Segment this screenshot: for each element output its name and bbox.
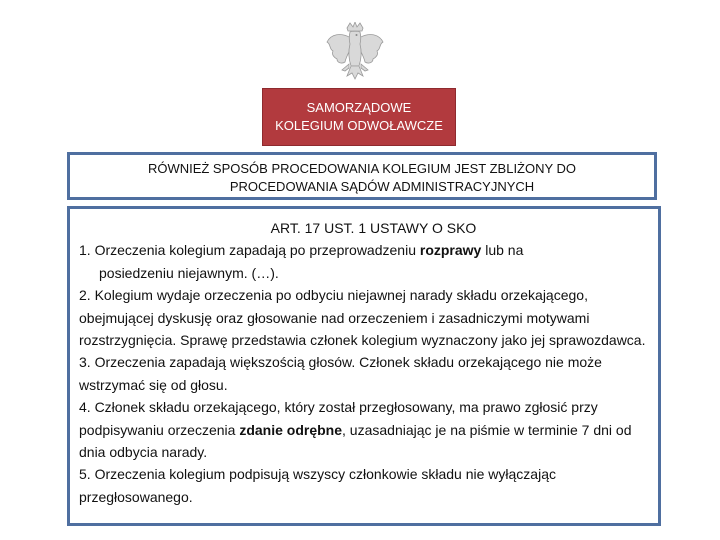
paragraph-5: 5. Orzeczenia kolegium podpisują wszyscy członkowie składu nie wyłączając przegłosowanego. <box>79 466 556 505</box>
article-content-box <box>67 206 661 526</box>
paragraph-1-text-a: 1. Orzeczenia kolegium zapadają po przeprowadzeniu <box>79 242 420 259</box>
paragraph-1-bold: rozprawy <box>419 242 482 259</box>
paragraph-3: 3. Orzeczenia zapadają większością głosów. Członek składu orzekającego nie może wstrzymać się od głosu. <box>79 354 602 393</box>
article-heading: ART. 17 UST. 1 USTAWY O SKO <box>270 220 477 236</box>
paragraph-4-bold: zdanie odrębne <box>239 421 343 438</box>
institution-title-box <box>262 88 456 146</box>
institution-title-line2: KOLEGIUM ODWOŁAWCZE <box>275 118 443 133</box>
polish-eagle-emblem-icon <box>325 22 385 84</box>
paragraph-4-text-a: 4. Członek składu orzekającego, który został przegłosowany, ma prawo zgłosić przy podpisywaniu orzeczenia <box>79 399 598 438</box>
paragraph-1-text-b: lub na <box>481 242 524 259</box>
paragraph-2: 2. Kolegium wydaje orzeczenia po odbyciu niejawnej narady składu orzekającego, obejmującej dyskusję oraz głosowanie nad orzeczeniem i zasadniczymi motywami rozstrzygnięcia. Sprawę przedstawia członek kolegium wyznaczony jako jej sprawozdawca. <box>79 287 646 349</box>
paragraph-1 <box>79 239 648 261</box>
paragraph-1-continuation: posiedzeniu niejawnym. (…). <box>99 264 279 281</box>
subtitle-line2: PROCEDOWANIA SĄDÓW ADMINISTRACYJNYCH <box>229 179 535 194</box>
subtitle-box <box>67 152 657 200</box>
paragraph-4-text-b: , uzasadniając je na piśmie w terminie 7 dni od dnia odbycia narady. <box>79 421 632 461</box>
paragraph-4 <box>79 396 648 463</box>
subtitle-line1: RÓWNIEŻ SPOSÓB PROCEDOWANIA KOLEGIUM JEST ZBLIŻONY DO <box>147 161 577 176</box>
institution-title-line1: SAMORZĄDOWE <box>306 100 412 115</box>
